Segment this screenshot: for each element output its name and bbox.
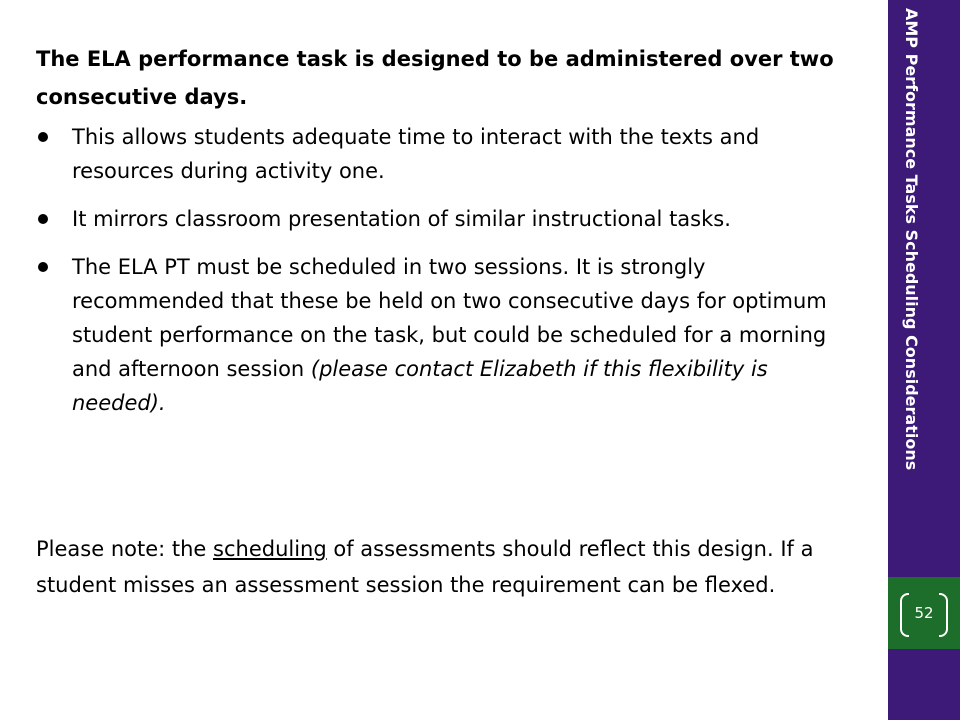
bullet-text: It mirrors classroom presentation of similar instructional tasks. bbox=[72, 207, 731, 231]
note-text-after: of assessments should reflect this design. If a student misses an assessment session the requirement can be flexed. bbox=[36, 537, 814, 597]
bullet-list bbox=[36, 120, 846, 420]
slide-heading: The ELA performance task is designed to be administered over two consecutive days. bbox=[36, 47, 834, 109]
scheduling-note bbox=[36, 531, 846, 603]
page-number: 52 bbox=[914, 604, 934, 622]
bullet-text: The ELA PT must be scheduled in two sessions. It is strongly recommended that these be held on two consecutive days for optimum student performance on the task, but could be scheduled for a morning and afternoon session bbox=[72, 255, 827, 381]
bullet-icon bbox=[38, 262, 48, 272]
bullet-item bbox=[36, 202, 846, 236]
bullet-text: This allows students adequate time to interact with the texts and resources during activity one. bbox=[72, 125, 760, 183]
bullet-italic-text: (please contact Elizabeth if this flexibility is needed). bbox=[72, 357, 768, 415]
bullet-icon bbox=[38, 214, 48, 224]
note-underlined-word: scheduling bbox=[213, 537, 327, 561]
sidebar-title: AMP Performance Tasks Scheduling Considerations bbox=[902, 8, 921, 471]
bullet-icon bbox=[38, 132, 48, 142]
note-text-before: Please note: the bbox=[36, 537, 214, 561]
bullet-item bbox=[36, 250, 846, 420]
right-bracket-icon bbox=[939, 593, 948, 637]
bullet-item bbox=[36, 120, 846, 188]
slide-content bbox=[36, 40, 846, 434]
page-number-box bbox=[888, 577, 960, 649]
